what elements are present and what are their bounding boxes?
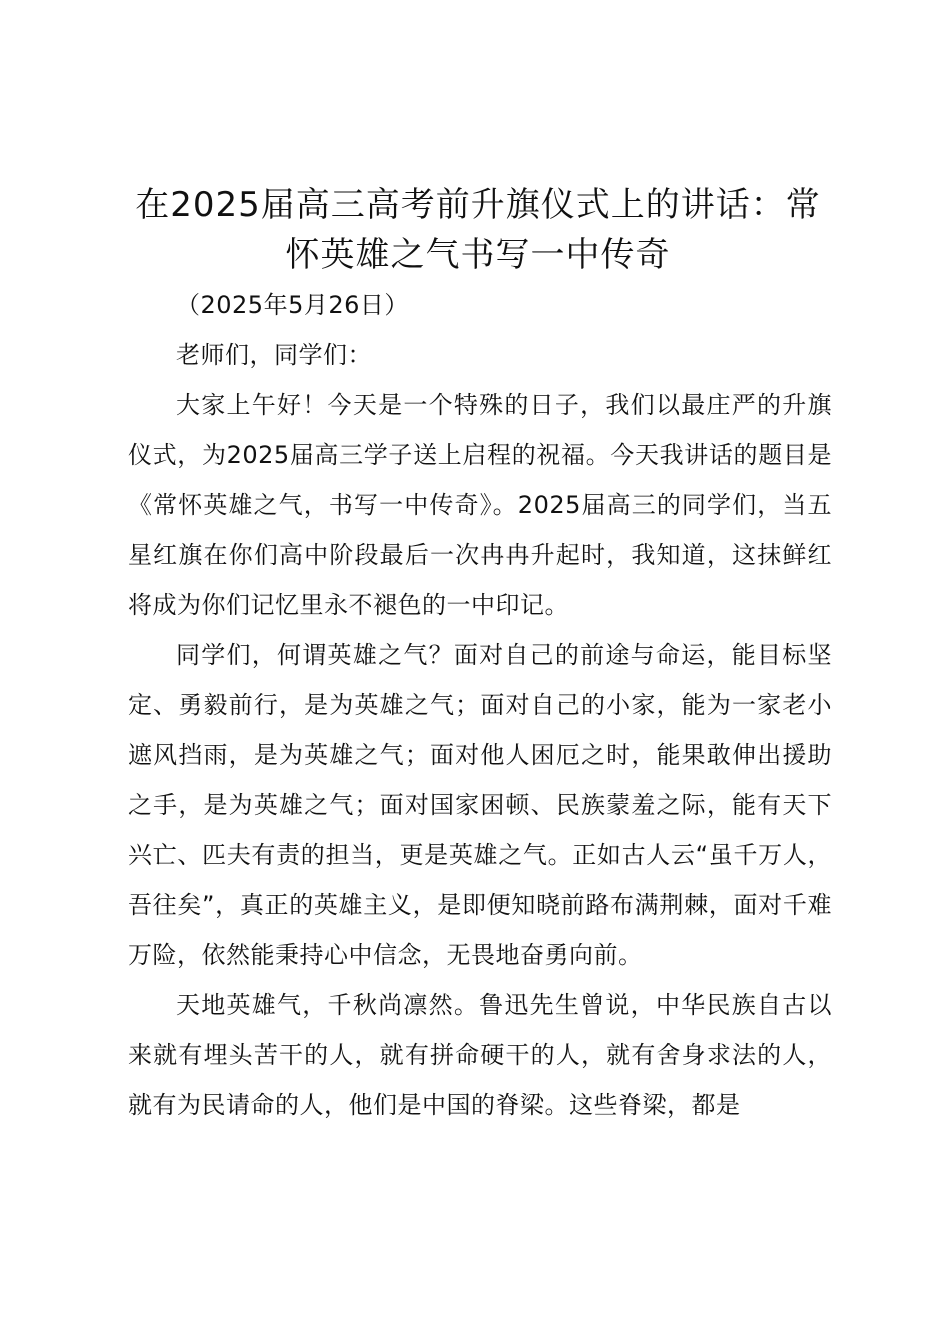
paragraph: 大家上午好！今天是一个特殊的日子，我们以最庄严的升旗仪式，为2025届高三学子送上启程的祝福。今天我讲话的题目是《常怀英雄之气，书写一中传奇》。2025届高三的同学们，当五星红旗在你们高中阶段最后一次冉冉升起时，我知道，这抹鲜红将成为你们记忆里永不褪色的一中印记。 <box>128 391 832 619</box>
document-body <box>128 280 832 1130</box>
document-date: （2025年5月26日） <box>176 291 409 319</box>
document-title: 在2025届高三高考前升旗仪式上的讲话：常怀英雄之气书写一中传奇 <box>135 185 821 275</box>
paragraph: 天地英雄气，千秋尚凛然。鲁迅先生曾说，中华民族自古以来就有埋头苦干的人，就有拼命硬干的人，就有舍身求法的人，就有为民请命的人，他们是中国的脊梁。这些脊梁，都是 <box>128 991 832 1119</box>
greeting: 老师们，同学们： <box>176 341 372 369</box>
paragraph: 同学们，何谓英雄之气？面对自己的前途与命运，能目标坚定、勇毅前行，是为英雄之气；面对自己的小家，能为一家老小遮风挡雨，是为英雄之气；面对他人困厄之时，能果敢伸出援助之手，是为英雄之气；面对国家困顿、民族蒙羞之际，能有天下兴亡、匹夫有责的担当，更是英雄之气。正如古人云“虽千万人，吾往矣”，真正的英雄主义，是即便知晓前路布满荆棘，面对千难万险，依然能秉持心中信念，无畏地奋勇向前。 <box>128 641 832 969</box>
